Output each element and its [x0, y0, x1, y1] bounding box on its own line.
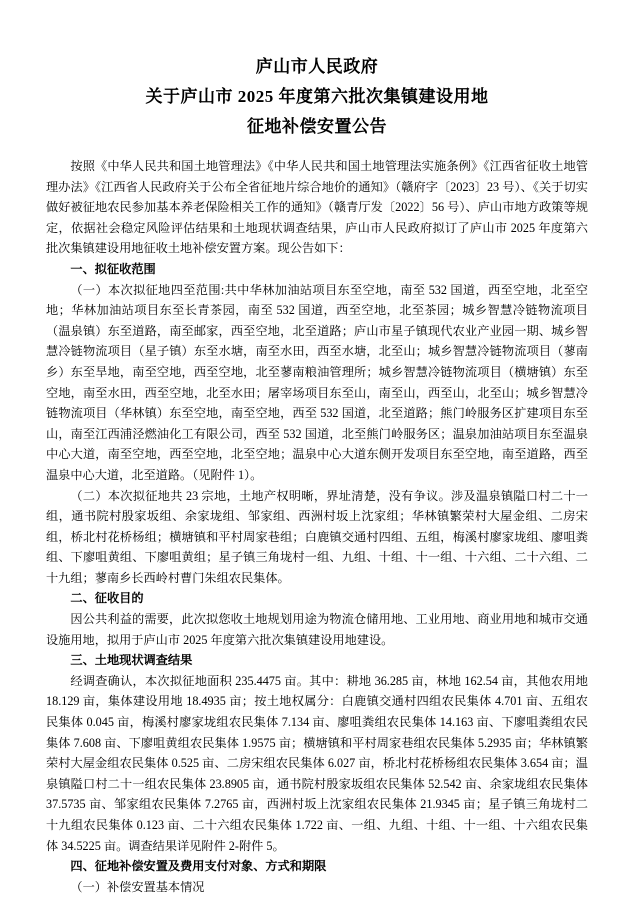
- subsection-heading-4-1: （一）补偿安置基本情况: [70, 879, 205, 894]
- title-spacer: [46, 142, 588, 156]
- document-title: [46, 52, 588, 142]
- title-line-2: 关于庐山市 2025 年度第六批次集镇建设用地: [145, 87, 489, 106]
- title-line-1: 庐山市人民政府: [255, 57, 379, 76]
- section-heading-1: 一、拟征收范围: [70, 261, 156, 276]
- section-heading-4: 四、征地补偿安置及费用支付对象、方式和期限: [70, 859, 327, 874]
- paragraph-scope-parcels: （二）本次拟征地共 23 宗地，土地产权明晰，界址清楚，没有争议。涉及温泉镇隘口村二十一组，通书院村殷家坂组、余家垅组、邹家组、西洲村坂上沈家组；华林镇繁荣村大屋金组、二房宋组，桥北村花桥杨组；横塘镇和平村周家巷组；白鹿镇交通村四组、五组，梅溪村廖家垅组、廖咀粪组、下廖咀黄组、下廖咀黄组；星子镇三角垅村一组、九组、十组、十一组、十六组、二十六组、二十九组；蓼南乡长西岭村曹门朱组农民集体。: [46, 488, 588, 585]
- paragraph-intro: 按照《中华人民共和国土地管理法》《中华人民共和国土地管理法实施条例》《江西省征收土地管理办法》《江西省人民政府关于公布全省征地片综合地价的通知》（赣府字〔2023〕23 号）、《关于切实做好被征地农民参加基本养老保险相关工作的通知》（赣青厅发〔2022〕56 号）、庐山市地方政策等规定，依据社会稳定风险评估结果和土地现状调查结果，庐山市人民政府拟订了庐山市 2025 年度第六批次集镇建设用地征收土地补偿安置方案。现公告如下：: [46, 159, 588, 256]
- document-body: [46, 156, 588, 897]
- paragraph-purpose: 因公共利益的需要，此次拟您收土地规划用途为物流仓储用地、工业用地、商业用地和城市交通设施用地，拟用于庐山市 2025 年度第六批次集镇建设用地建设。: [46, 612, 588, 647]
- paragraph-scope-boundaries: （一）本次拟征地四至范围:共中华林加油站项目东至空地，南至 532 国道，西至空地，北至空地；华林加油站项目东至长青茶园，南至 532 国道，西至空地，北至茶园；城乡智慧冷链物流项目（温泉镇）东至道路，南至邮家，西至空地，北至道路；庐山市星子镇现代农业产业园一期、城乡智慧冷链物流项目（星子镇）东至水塘，南至水田，西至水塘，北至山；城乡智慧冷链物流项目（蓼南乡）东至旱地，南至空地，西至空地，北至蓼南粮油管理所；城乡智慧冷链物流项目（横塘镇）东至空地，南至水田，西至空地，北至水田；屠宰场项目东至山，南至山，西至山，北至山；城乡智慧冷链物流项目（华林镇）东至空地，南至空地，西至 532 国道，北至道路；熊门岭服务区扩建项目东至山，南至江西浦泾燃油化工有限公司，西至 532 国道，北至熊门岭服务区；温泉加油站项目东至温泉中心大道，南至空地，西至空地，北至空地；温泉中心大道东侧开发项目东至空地，南至道路，西至温泉中心大道，北至道路。（见附件 1）。: [46, 282, 588, 482]
- section-heading-2: 二、征收目的: [70, 591, 144, 606]
- section-heading-3: 三、土地现状调查结果: [70, 653, 193, 668]
- paragraph-survey-results: 经调查确认，本次拟征地面积 235.4475 亩。其中：耕地 36.285 亩，林地 162.54 亩，其他农用地 18.129 亩，集体建设用地 18.4935 亩；按土地权属分：白鹿镇交通村四组农民集体 4.701 亩、五组农民集体 0.045 亩，梅溪村廖家垅组农民集体 7.134 亩、廖咀粪组农民集体 14.163 亩、下廖咀粪组农民集体 7.608 亩、下廖咀黄组农民集体 1.9575 亩；横塘镇和平村周家巷组农民集体 5.2935 亩；华林镇繁荣村大屋金组农民集体 0.525 亩、二房宋组农民集体 6.027 亩，桥北村花桥杨组农民集体 3.654 亩；温泉镇隘口村二十一组农民集体 23.8905 亩，通书院村殷家坂组农民集体 52.542 亩、余家垅组农民集体 37.5735 亩、邹家组农民集体 7.2765 亩，西洲村坂上沈家组农民集体 21.9345 亩；星子镇三角垅村二十九组农民集体 0.123 亩、二十六组农民集体 1.722 亩、一组、九组、十组、十一组、十六组农民集体 34.5225 亩。调查结果详见附件 2-附件 5。: [46, 673, 588, 853]
- title-line-3: 征地补偿安置公告: [247, 117, 387, 136]
